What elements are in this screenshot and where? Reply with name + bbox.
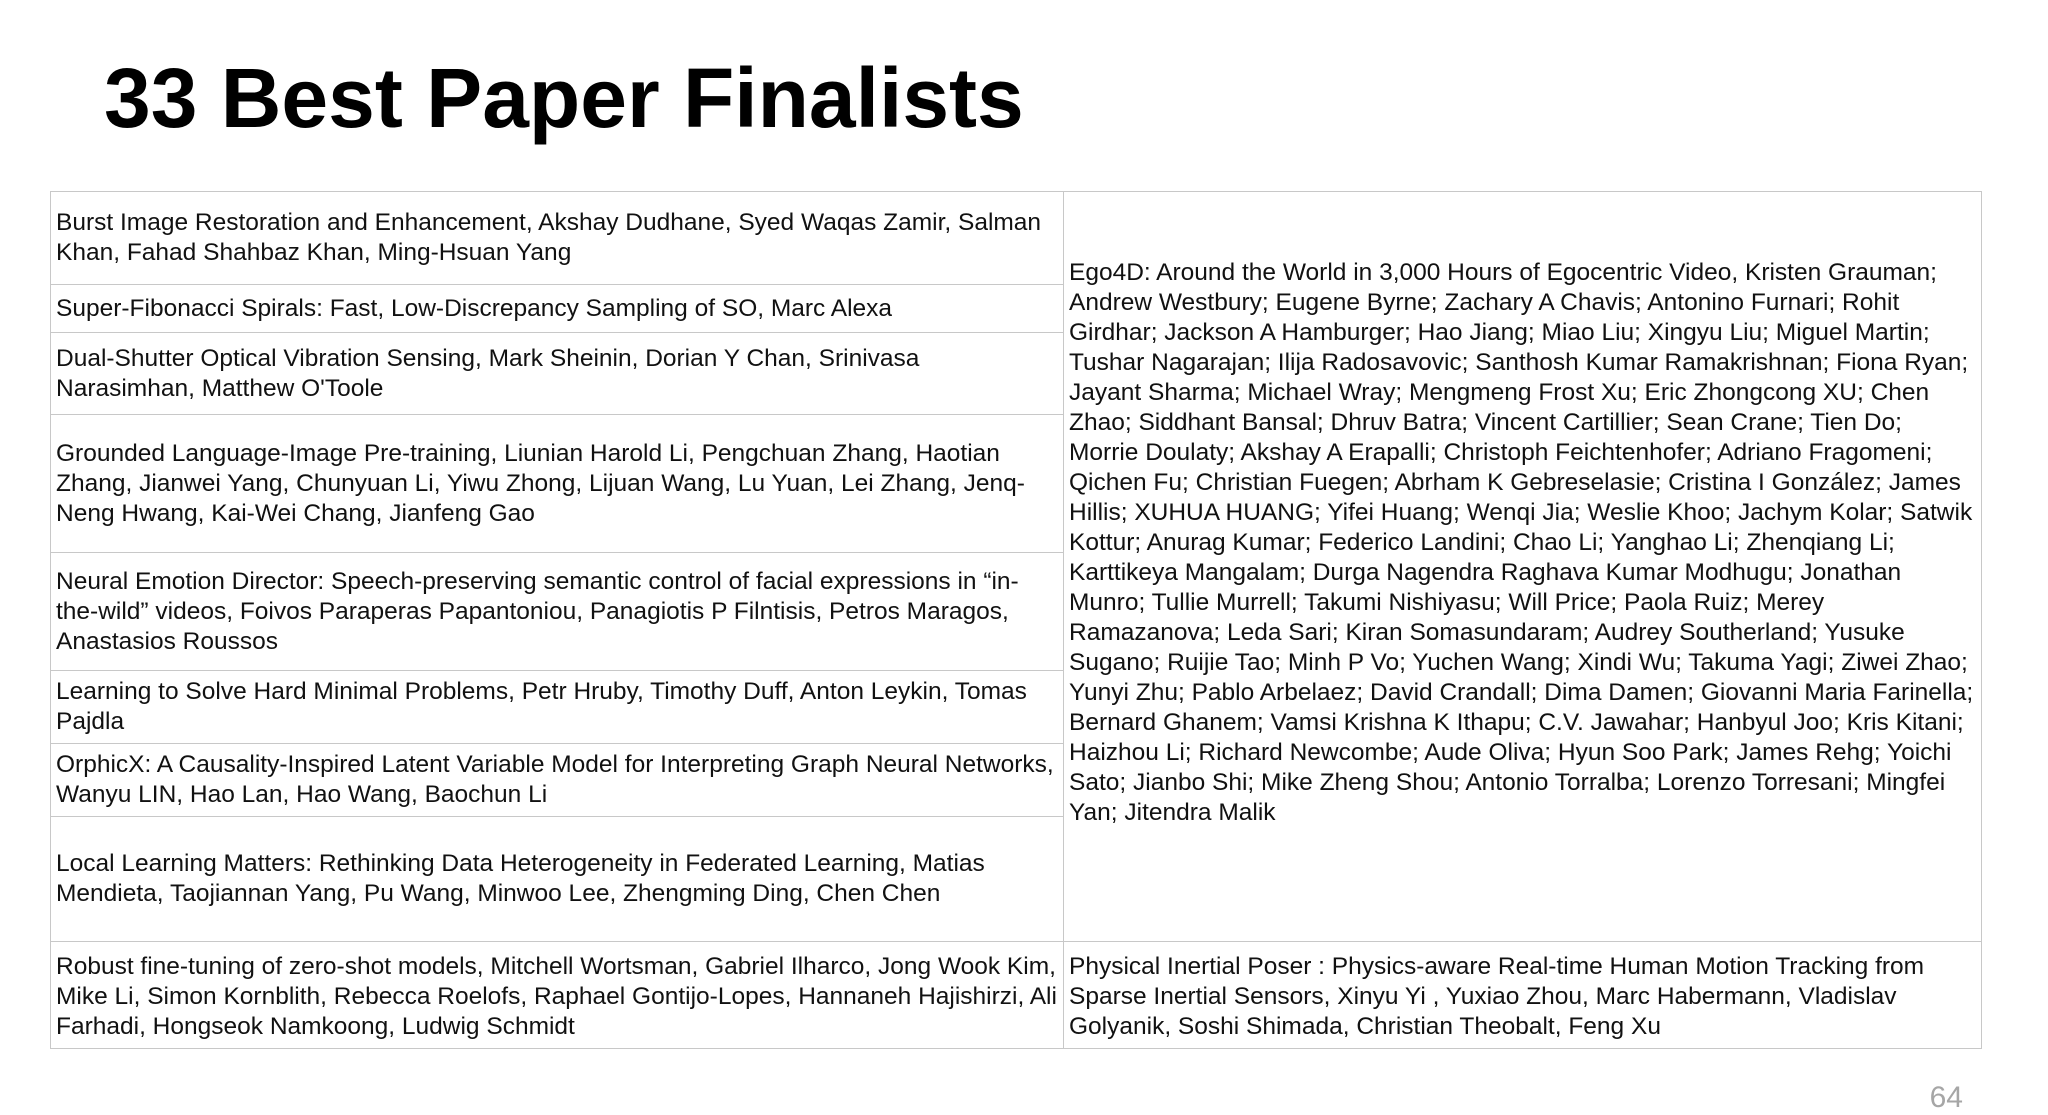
slide-title: 33 Best Paper Finalists	[104, 51, 1024, 145]
paper-cell: Grounded Language-Image Pre-training, Liunian Harold Li, Pengchuan Zhang, Haotian Zhang, Jianwei Yang, Chunyuan Li, Yiwu Zhong, Lijuan Wang, Lu Yuan, Lei Zhang, Jenq-Neng Hwang, Kai-Wei Chang, Jianfeng Gao	[51, 415, 1064, 553]
paper-cell: Local Learning Matters: Rethinking Data Heterogeneity in Federated Learning, Matias Mendieta, Taojiannan Yang, Pu Wang, Minwoo Lee, Zhengming Ding, Chen Chen	[51, 817, 1064, 942]
table-row	[51, 942, 1982, 1049]
table-row	[51, 192, 1982, 285]
paper-cell: Neural Emotion Director: Speech-preserving semantic control of facial expressions in “in-the-wild” videos, Foivos Paraperas Papantoniou, Panagiotis P Filntisis, Petros Maragos, Anastasios Roussos	[51, 553, 1064, 671]
page-number: 64	[1929, 1081, 1963, 1114]
paper-cell: Burst Image Restoration and Enhancement, Akshay Dudhane, Syed Waqas Zamir, Salman Khan, Fahad Shahbaz Khan, Ming-Hsuan Yang	[51, 192, 1064, 285]
paper-cell: Dual-Shutter Optical Vibration Sensing, Mark Sheinin, Dorian Y Chan, Srinivasa Narasimhan, Matthew O'Toole	[51, 333, 1064, 415]
paper-cell: OrphicX: A Causality-Inspired Latent Variable Model for Interpreting Graph Neural Networks, Wanyu LIN, Hao Lan, Hao Wang, Baochun Li	[51, 744, 1064, 817]
paper-cell-ego4d: Ego4D: Around the World in 3,000 Hours of Egocentric Video, Kristen Grauman; Andrew Westbury; Eugene Byrne; Zachary A Chavis; Antonino Furnari; Rohit Girdhar; Jackson A Hamburger; Hao Jiang; Miao Liu; Xingyu Liu; Miguel Martin; Tushar Nagarajan; Ilija Radosavovic; Santhosh Kumar Ramakrishnan; Fiona Ryan; Jayant Sharma; Michael Wray; Mengmeng Frost Xu; Eric Zhongcong XU; Chen Zhao; Siddhant Bansal; Dhruv Batra; Vincent Cartillier; Sean Crane; Tien Do; Morrie Doulaty; Akshay A Erapalli; Christoph Feichtenhofer; Adriano Fragomeni; Qichen Fu; Christian Fuegen; Abrham K Gebreselasie; Cristina I González; James Hillis; XUHUA HUANG; Yifei Huang; Wenqi Jia; Weslie Khoo; Jachym Kolar; Satwik Kottur; Anurag Kumar; Federico Landini; Chao Li; Yanghao Li; Zhenqiang Li; Karttikeya Mangalam; Durga Nagendra Raghava Kumar Modhugu; Jonathan Munro; Tullie Murrell; Takumi Nishiyasu; Will Price; Paola Ruiz; Merey Ramazanova; Leda Sari; Kiran Somasundaram; Audrey Southerland; Yusuke Sugano; Ruijie Tao; Minh P Vo; Yuchen Wang; Xindi Wu; Takuma Yagi; Ziwei Zhao; Yunyi Zhu; Pablo Arbelaez; David Crandall; Dima Damen; Giovanni Maria Farinella; Bernard Ghanem; Vamsi Krishna K Ithapu; C.V. Jawahar; Hanbyul Joo; Kris Kitani; Haizhou Li; Richard Newcombe; Aude Oliva; Hyun Soo Park; James Rehg; Yoichi Sato; Jianbo Shi; Mike Zheng Shou; Antonio Torralba; Lorenzo Torresani; Mingfei Yan; Jitendra Malik	[1064, 192, 1982, 942]
finalists-table	[50, 191, 1982, 1049]
paper-cell: Super-Fibonacci Spirals: Fast, Low-Discrepancy Sampling of SO, Marc Alexa	[51, 285, 1064, 333]
paper-cell: Learning to Solve Hard Minimal Problems, Petr Hruby, Timothy Duff, Anton Leykin, Tomas Pajdla	[51, 671, 1064, 744]
paper-cell: Robust fine-tuning of zero-shot models, Mitchell Wortsman, Gabriel Ilharco, Jong Wook Kim, Mike Li, Simon Kornblith, Rebecca Roelofs, Raphael Gontijo-Lopes, Hannaneh Hajishirzi, Ali Farhadi, Hongseok Namkoong, Ludwig Schmidt	[51, 942, 1064, 1049]
paper-cell: Physical Inertial Poser : Physics-aware Real-time Human Motion Tracking from Sparse Inertial Sensors, Xinyu Yi , Yuxiao Zhou, Marc Habermann, Vladislav Golyanik, Soshi Shimada, Christian Theobalt, Feng Xu	[1064, 942, 1982, 1049]
